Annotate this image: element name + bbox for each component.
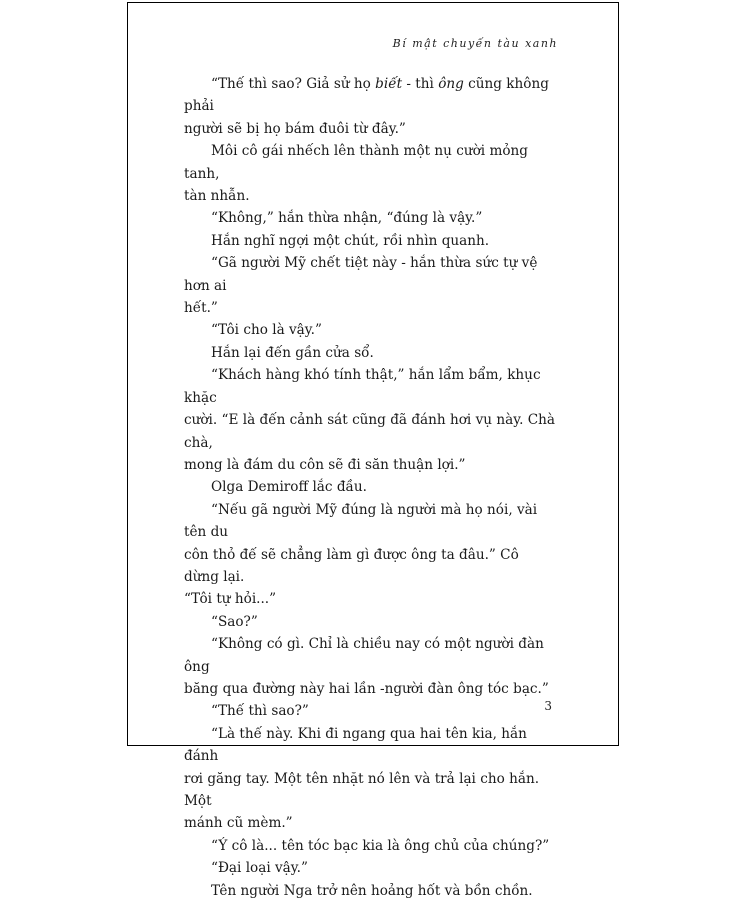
emphasis: ông [438, 76, 464, 92]
paragraph: Môi cô gái nhếch lên thành một nụ cười mỏng tanh, tàn nhẫn. [184, 143, 528, 205]
paragraph: “Nếu gã người Mỹ đúng là người mà họ nói, vài tên du côn thỏ đế sẽ chẳng làm gì được ông ta đâu.” Cô dừng lại. “Tôi tự hỏi...” [184, 501, 538, 608]
paragraph: “Không,” hắn thừa nhận, “đúng là vậy.” [211, 210, 483, 227]
paragraph: “Gã người Mỹ chết tiệt này - hắn thừa sức tự vệ hơn ai hết.” [184, 255, 538, 317]
paragraph: Tên người Nga trở nên hoảng hốt và bồn chồn. [211, 882, 533, 899]
emphasis: biết [375, 76, 403, 92]
paragraph: “Thế thì sao?” [211, 703, 309, 720]
paragraph: “Không có gì. Chỉ là chiều nay có một người đàn ông băng qua đường này hai lần -người đàn ông tóc bạc.” [184, 636, 549, 697]
book-page [127, 2, 619, 899]
running-header: Bí mật chuyến tàu xanh [392, 37, 558, 50]
text-run: - thì [402, 76, 439, 92]
text-run: “Thế thì sao? Giả sử họ [211, 76, 376, 92]
paragraph: “Là thế này. Khi đi ngang qua hai tên kia, hắn đánh rơi găng tay. Một tên nhặt nó lên và trả lại cho hắn. Một mánh cũ mèm.” [184, 725, 540, 832]
paragraph: Hắn nghĩ ngợi một chút, rồi nhìn quanh. [211, 232, 490, 249]
paragraph: “Ý cô là... tên tóc bạc kia là ông chủ của chúng?” [211, 837, 550, 854]
body-text [184, 73, 556, 902]
paragraph: “Đại loại vậy.” [211, 860, 308, 877]
paragraph: “Sao?” [211, 613, 258, 630]
paragraph: “Khách hàng khó tính thật,” hắn lẩm bẩm, khục khặc cười. “E là đến cảnh sát cũng đã đánh hơi vụ này. Chà chà, mong là đám du côn sẽ đi săn thuận lợi.” [184, 367, 555, 473]
page-number: 3 [544, 699, 552, 713]
paragraph: Olga Demiroff lắc đầu. [211, 479, 367, 496]
paragraph: “Tôi cho là vậy.” [211, 322, 322, 339]
paragraph [184, 73, 556, 140]
paragraph: Hắn lại đến gần cửa sổ. [211, 344, 374, 361]
text-run: cũng không phải người sẽ bị họ bám đuôi từ đây.” [184, 76, 549, 137]
